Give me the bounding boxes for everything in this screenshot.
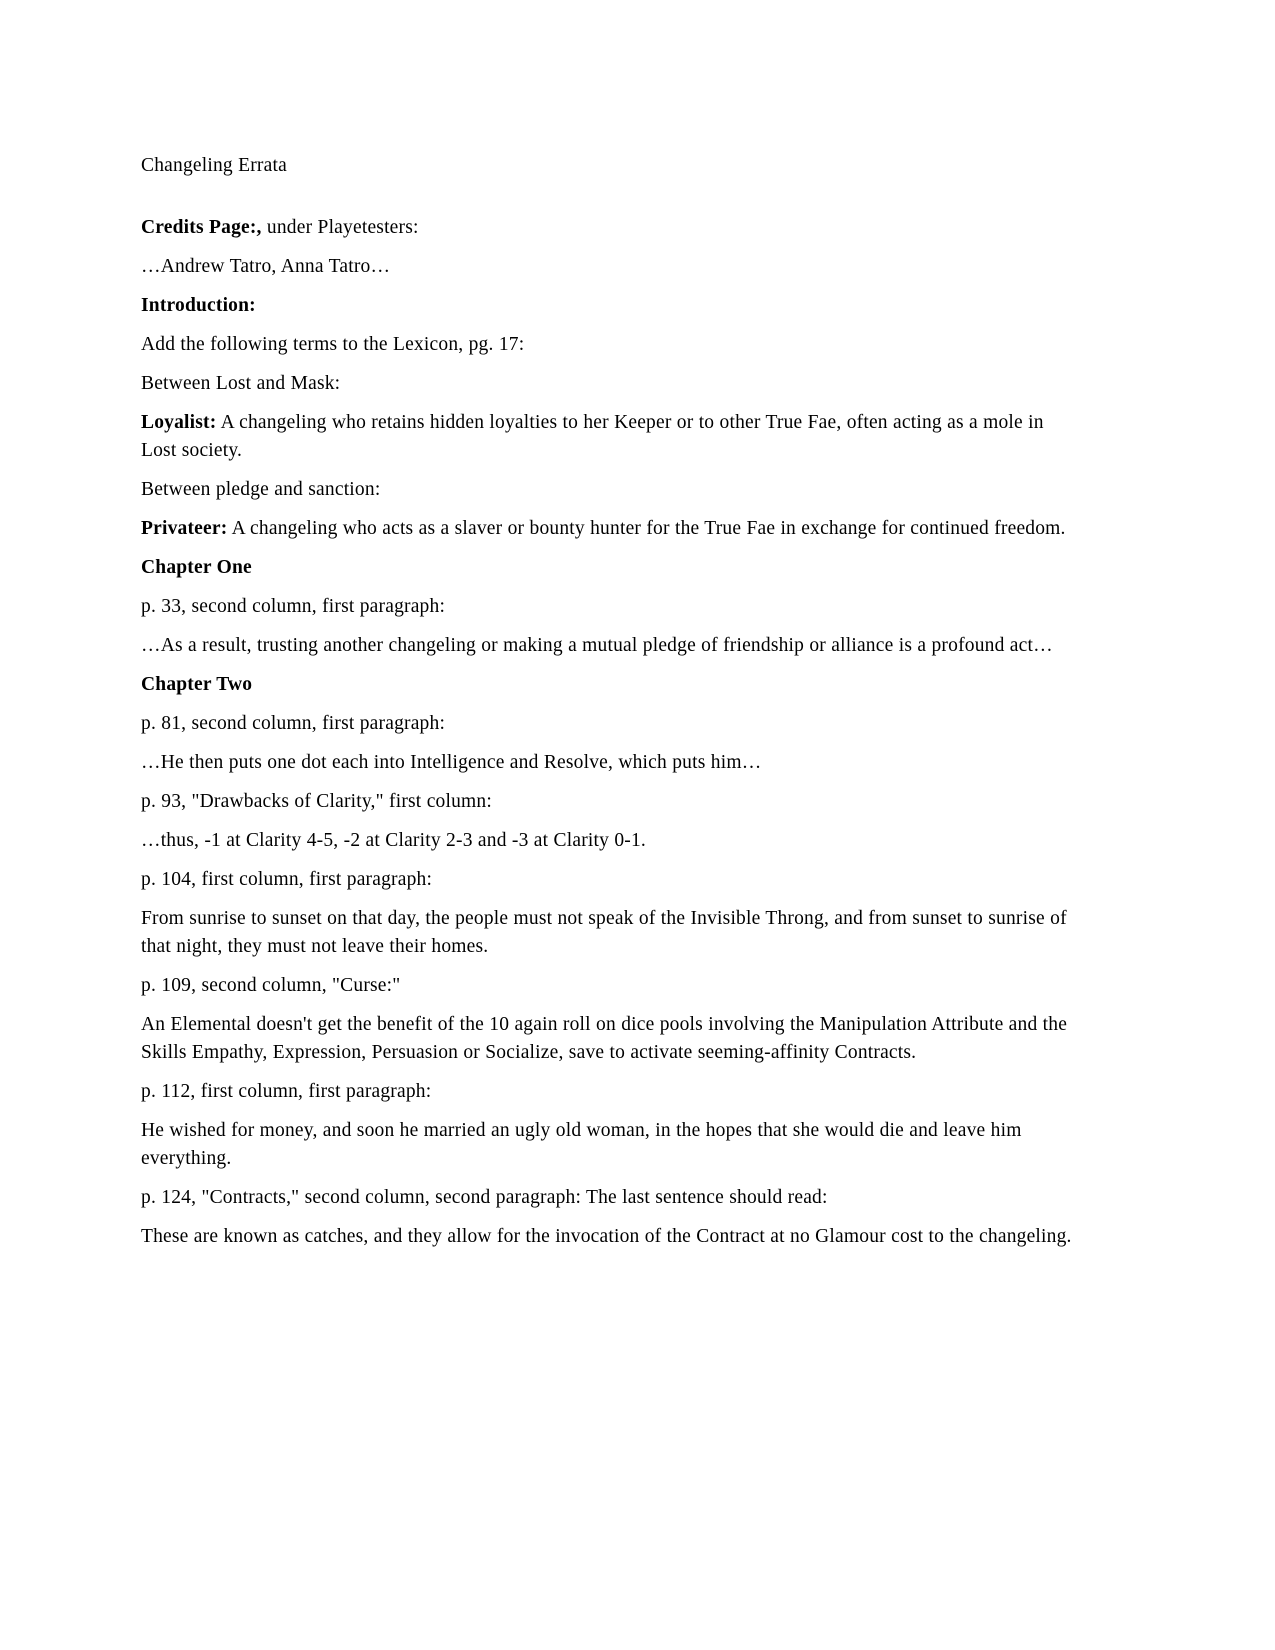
loyalist-term: Loyalist:	[141, 412, 217, 433]
chapter-two-reference-p81: p. 81, second column, first paragraph:	[141, 713, 446, 734]
chapter-one-reference-p33: p. 33, second column, first paragraph:	[141, 596, 446, 617]
chapter-two-errata-p93: …thus, -1 at Clarity 4-5, -2 at Clarity 2-3 and -3 at Clarity 0-1.	[141, 830, 646, 851]
chapter-one-errata-p33: …As a result, trusting another changeling or making a mutual pledge of friendship or alliance is a profound act…	[141, 635, 1053, 656]
page-title: Changeling Errata	[141, 155, 287, 176]
lexicon-instruction: Add the following terms to the Lexicon, pg. 17:	[141, 334, 525, 355]
between-pledge-and-sanction-line: Between pledge and sanction:	[141, 479, 381, 500]
chapter-two-errata-p109: An Elemental doesn't get the benefit of the 10 again roll on dice pools involving the Manipulation Attribute and the Skills Empathy, Expression, Persuasion or Socialize, save to activate seeming-affinity Contracts.	[141, 1014, 1068, 1063]
loyalist-definition-text: A changeling who retains hidden loyalties to her Keeper or to other True Fae, often acting as a mole in Lost society.	[141, 412, 1044, 461]
chapter-two-errata-p124: These are known as catches, and they allow for the invocation of the Contract at no Glamour cost to the changeling.	[141, 1226, 1072, 1247]
privateer-definition	[141, 515, 1076, 543]
chapter-two-reference-p112: p. 112, first column, first paragraph:	[141, 1081, 432, 1102]
chapter-two-errata-p81: …He then puts one dot each into Intelligence and Resolve, which puts him…	[141, 752, 762, 773]
credits-page-heading	[141, 214, 1076, 242]
privateer-term: Privateer:	[141, 518, 228, 539]
credits-page-label: Credits Page:,	[141, 217, 262, 238]
chapter-two-reference-p104: p. 104, first column, first paragraph:	[141, 869, 433, 890]
between-lost-and-mask-line: Between Lost and Mask:	[141, 373, 341, 394]
chapter-two-reference-p93: p. 93, "Drawbacks of Clarity," first column:	[141, 791, 492, 812]
chapter-one-heading: Chapter One	[141, 557, 252, 578]
document-body	[141, 152, 1076, 1251]
loyalist-definition	[141, 409, 1076, 465]
credits-playtesters-line: …Andrew Tatro, Anna Tatro…	[141, 256, 391, 277]
chapter-two-heading: Chapter Two	[141, 674, 253, 695]
credits-page-rest: under Playetesters:	[261, 217, 419, 238]
chapter-two-errata-p112: He wished for money, and soon he married an ugly old woman, in the hopes that she would die and leave him everything.	[141, 1120, 1022, 1169]
introduction-heading: Introduction:	[141, 295, 256, 316]
privateer-definition-text: A changeling who acts as a slaver or bounty hunter for the True Fae in exchange for continued freedom.	[227, 518, 1066, 539]
chapter-two-errata-p104: From sunrise to sunset on that day, the people must not speak of the Invisible Throng, and from sunset to sunrise of that night, they must not leave their homes.	[141, 908, 1067, 957]
chapter-two-reference-p109: p. 109, second column, "Curse:"	[141, 975, 401, 996]
chapter-two-reference-p124: p. 124, "Contracts," second column, second paragraph: The last sentence should read:	[141, 1187, 828, 1208]
